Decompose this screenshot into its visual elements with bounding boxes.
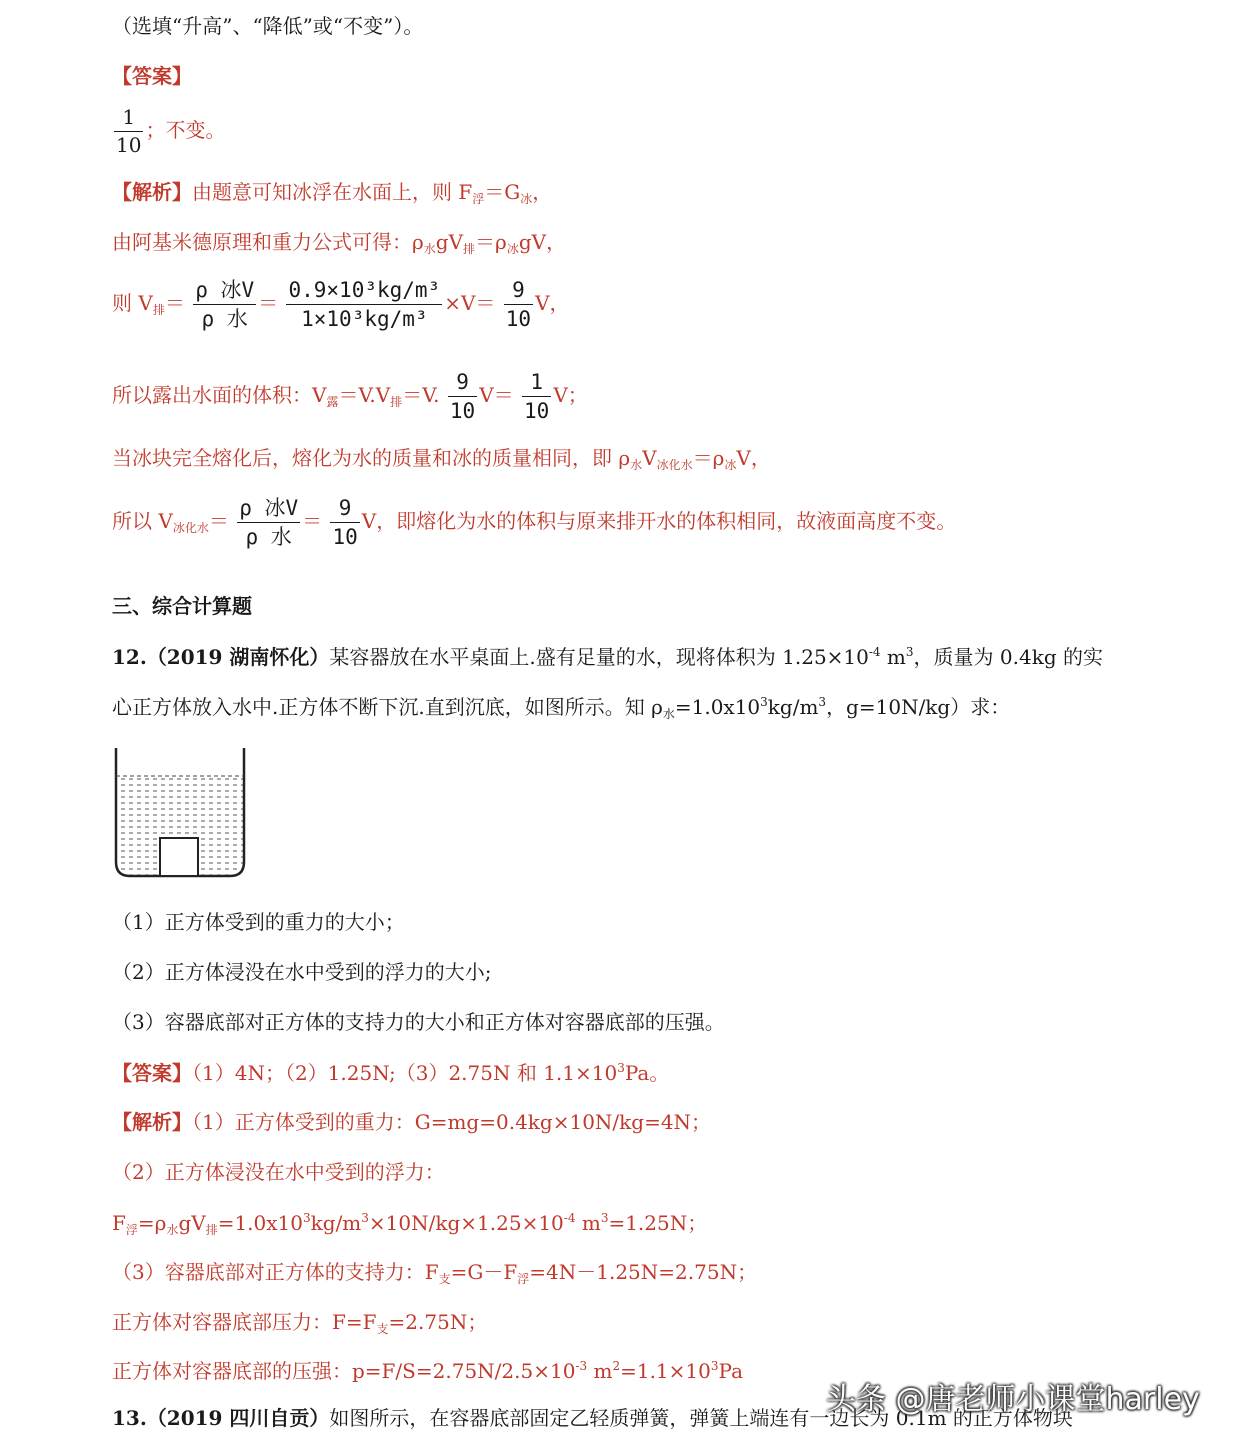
answer-label: 【答案】 — [112, 64, 192, 88]
container-figure — [112, 746, 248, 880]
fraction: $\frac{9}{10}$ — [449, 370, 476, 424]
analysis-line: $F_浮=\rho_水gV_排=1.0x10^3kg/m^3\times 10N/kg\times 1.25\times 10^{-4}$ $m^3=1.25N$； — [112, 1211, 708, 1237]
question-12-line: 心正方体放入水中.正方体不断下沉.直到沉底，如图所示。知 $\rho_水=1.0x10^3kg/m^3$，g=10N/kg）求： — [112, 695, 1011, 721]
section-heading: 三、综合计算题 — [112, 594, 252, 618]
answer-line: 【答案】（1）4N；（2）1.25N;（3）2.75N 和 $1.1\times 10^3Pa$。 — [112, 1061, 670, 1085]
sub-question: （3）容器底部对正方体的支持力的大小和正方体对容器底部的压强。 — [112, 1010, 725, 1034]
question-12-line: 12.（2019 湖南怀化）某容器放在水平桌面上.盛有足量的水，现将体积为 $1.25\times 10^{-4}$ $m^3$，质量为 0.4kg 的实 — [112, 645, 1103, 669]
fraction: $\frac{9}{10}$ — [332, 496, 358, 550]
fraction: $\frac{9}{10}$ — [505, 278, 532, 332]
analysis-line: （2）正方体浸没在水中受到的浮力： — [112, 1160, 445, 1184]
analysis-line: 正方体对容器底部的压强：$p=F/S=2.75N/2.5\times 10^{-3}$ $m^2=1.1\times 10^3Pa$ — [112, 1359, 743, 1383]
cube-block — [160, 838, 198, 876]
formula-line: 所以露出水面的体积：$V_露=V.V_排=V$. $\frac{9}{10}$ V＝ $\frac{1}{10}$ V； — [112, 370, 588, 424]
answer-line: $\frac{1}{10}$ ；不变。 — [116, 105, 226, 157]
formula-line: 所以 $V_{冰化水}=$ $\frac{\text{ρ 冰V}}{\text{ρ 水}}$ ＝ $\frac{9}{10}$ V，即熔化为水的体积与原来排开水的体积相同，故液面高度不变。 — [112, 496, 957, 550]
sub-question: （2）正方体浸没在水中受到的浮力的大小; — [112, 960, 492, 984]
fraction: $\frac{\text{ρ 冰V}}{\text{ρ 水}}$ — [239, 496, 299, 550]
analysis-line: 正方体对容器底部压力：$F=F_支=2.75N$； — [112, 1310, 488, 1336]
question-13-line: 13.（2019 四川自贡）如图所示，在容器底部固定乙轻质弹簧，弹簧上端连有一边长为 0.1m 的正方体物块 — [112, 1406, 1073, 1430]
fraction: $\frac{\text{0.9×10³kg/m³}}{\text{1×10³kg/m³}}$ — [288, 278, 441, 332]
analysis-line: 【解析】由题意可知冰浮在水面上，则 $F_浮=G_冰$， — [112, 180, 553, 206]
analysis-line: 当冰块完全熔化后，熔化为水的质量和冰的质量相同，即 $\rho_水V_{冰化水}=\rho_冰V$， — [112, 446, 771, 472]
analysis-line: 【解析】（1）正方体受到的重力：G=mg=0.4kg×10N/kg=4N； — [112, 1110, 712, 1134]
analysis-line: 由阿基米德原理和重力公式可得：$\rho_水gV_排=\rho_冰gV$， — [112, 230, 567, 256]
sub-question: （1）正方体受到的重力的大小； — [112, 910, 405, 934]
formula-line: 则 $V_排=$ $\frac{\text{ρ 冰V}}{\text{ρ 水}}$ ＝ $\frac{\text{0.9×10³kg/m³}}{\text{1×10³kg/m³}}$ ×V＝ $\frac{9}{10}$ V， — [112, 278, 570, 332]
fraction: $\frac{1}{10}$ — [116, 105, 142, 157]
analysis-line: （3）容器底部对正方体的支持力：$F_支=G-F_浮=4N-1.25N=2.75N$； — [112, 1260, 758, 1286]
text-line: （选填“升高”、“降低”或“不变”）。 — [112, 14, 424, 38]
fraction: $\frac{\text{ρ 冰V}}{\text{ρ 水}}$ — [195, 278, 255, 332]
fraction: $\frac{1}{10}$ — [524, 370, 550, 424]
watermark: 头条 @唐老师小课堂harley — [826, 1382, 1200, 1417]
